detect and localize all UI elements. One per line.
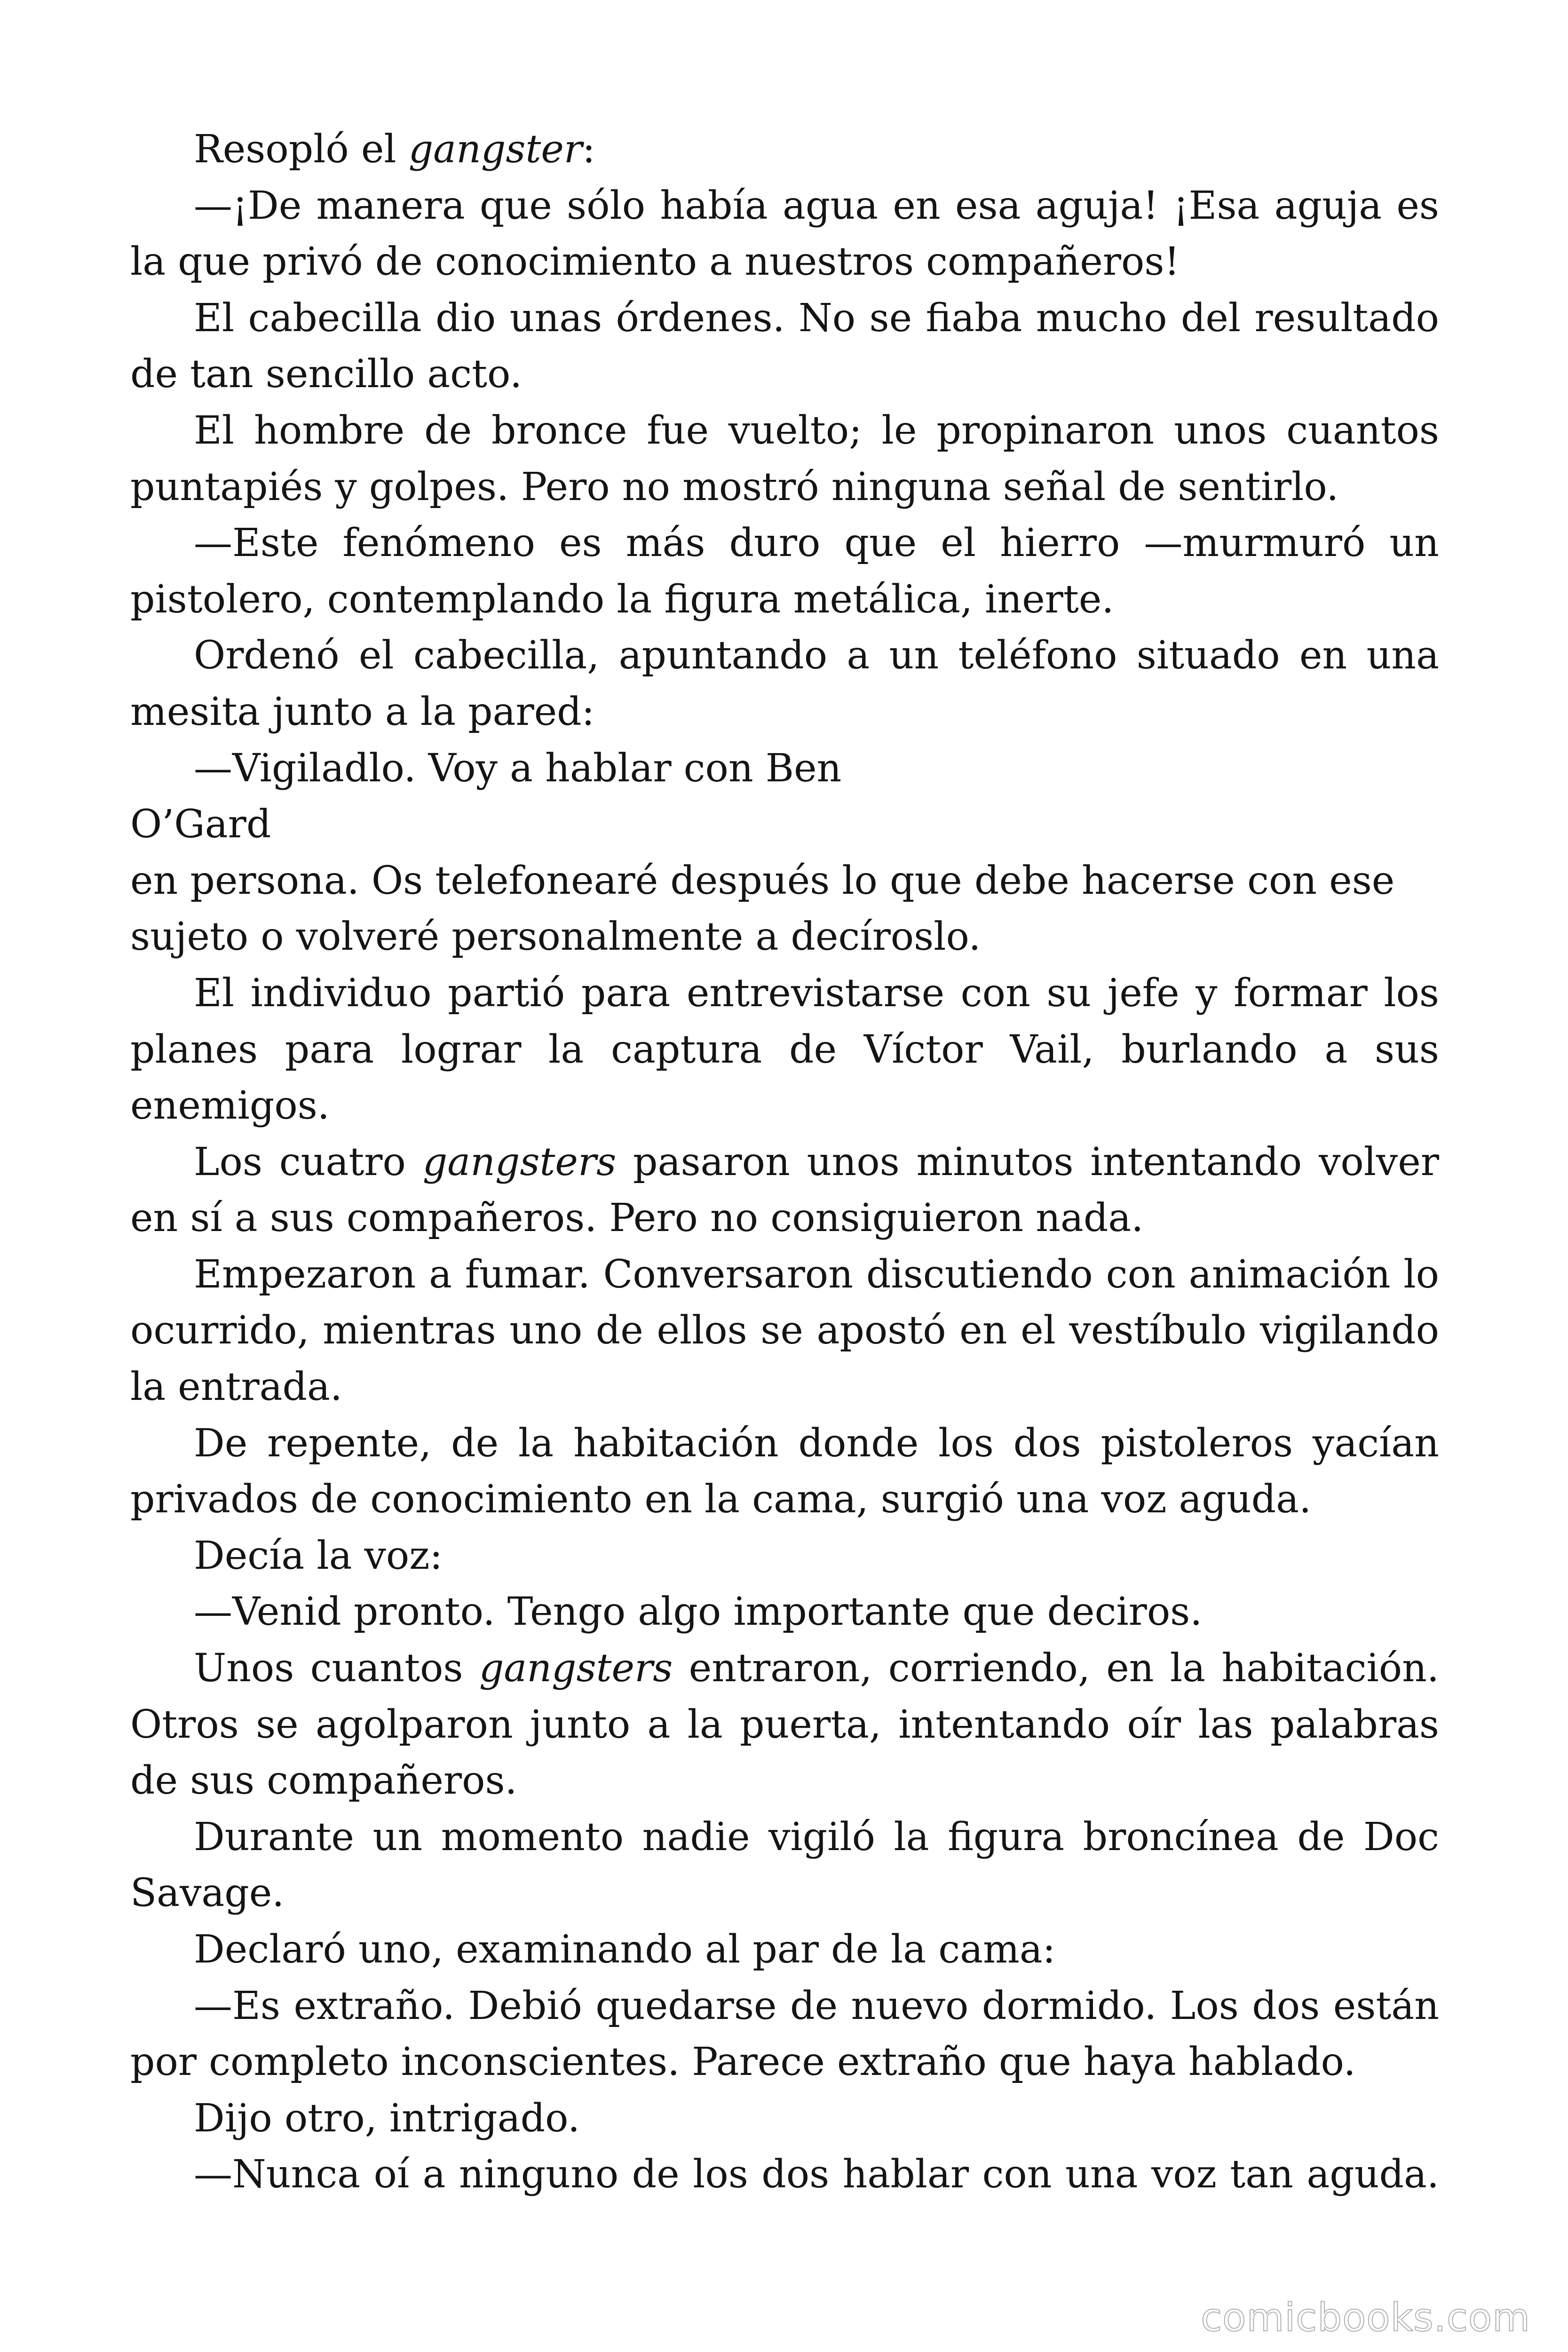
text-run: De repente, de la habitación donde los dos pistoleros yacían privados de conocimiento en la cama, surgió una voz aguda. [130,1421,1439,1522]
paragraph [130,1528,1439,1584]
text-run: —Este fenómeno es más duro que el hierro —murmuró un pistolero, contemplando la figura metálica, inerte. [130,521,1439,622]
text-run: —Nunca oí a ninguno de los dos hablar con una voz tan aguda. [194,2152,1439,2197]
text-run: —¡De manera que sólo había agua en esa aguja! ¡Esa aguja es la que privó de conocimiento a nuestros compañeros! [130,183,1439,285]
paragraph [130,178,1439,290]
text-run: El individuo partió para entrevistarse con su jefe y formar los planes para lograr la captura de Víctor Vail, burlando a sus enemigos. [130,970,1439,1128]
paragraph [130,2090,1439,2147]
paragraph [130,1584,1439,1640]
text-run: Ordenó el cabecilla, apuntando a un teléfono situado en una mesita junto a la pared: [130,633,1439,734]
text-run: : [582,127,595,172]
paragraph [130,290,1439,403]
paragraph [130,796,1439,853]
text-run: Los cuatro [194,1139,423,1184]
paragraph [130,515,1439,628]
paragraph [130,1922,1439,1978]
paragraph [130,1247,1439,1415]
text-run: entraron, corriendo, en la habitación. Otros se agolparon junto a la puerta, intentando oír las palabras de sus compañeros. [130,1646,1439,1804]
paragraph [130,1415,1439,1528]
text-run: Decía la voz: [194,1533,443,1578]
text-run: —Es extraño. Debió quedarse de nuevo dormido. Los dos están por completo inconscientes. Parece extraño que haya hablado. [130,1983,1439,2085]
paragraph [130,1809,1439,1922]
paragraph [130,1978,1439,2090]
text-run: en persona. Os telefonearé después lo que debe hacerse con ese sujeto o volveré personalmente a decíroslo. [130,858,1395,960]
text-run: Resopló el [194,127,409,172]
paragraph [130,2146,1439,2203]
italic-text: gangsters [422,1139,617,1184]
paragraph [130,628,1439,740]
text-run: Empezaron a fumar. Conversaron discutiendo con animación lo ocurrido, mientras uno de ellos se apostó en el vestíbulo vigilando la entrada. [130,1252,1439,1410]
text-run: O’Gard [130,802,271,847]
text-run: —Vigiladlo. Voy a hablar con Ben [194,746,842,791]
watermark-logo: comicbooks.com [1201,2296,1530,2340]
text-run: El cabecilla dio unas órdenes. No se fiaba mucho del resultado de tan sencillo acto. [130,295,1439,397]
text-run: Dijo otro, intrigado. [194,2096,580,2141]
text-run: —Venid pronto. Tengo algo importante que deciros. [194,1589,1203,1635]
paragraph [130,740,1439,797]
italic-text: gangster [408,127,583,172]
paragraph [130,1640,1439,1809]
text-run: Unos cuantos [194,1646,479,1691]
paragraph [130,403,1439,515]
page-text [130,121,1439,2203]
paragraph [130,965,1439,1134]
paragraph [130,853,1439,965]
text-run: pasaron unos minutos intentando volver en sí a sus compañeros. Pero no consiguieron nada. [130,1139,1439,1241]
text-run: El hombre de bronce fue vuelto; le propinaron unos cuantos puntapiés y golpes. Pero no mostró ninguna señal de sentirlo. [130,408,1439,509]
italic-text: gangsters [479,1646,673,1691]
paragraph [130,1134,1439,1247]
text-run: Durante un momento nadie vigiló la figura broncínea de Doc Savage. [130,1814,1439,1916]
paragraph [130,121,1439,178]
text-run: Declaró uno, examinando al par de la cama: [194,1927,1056,1972]
